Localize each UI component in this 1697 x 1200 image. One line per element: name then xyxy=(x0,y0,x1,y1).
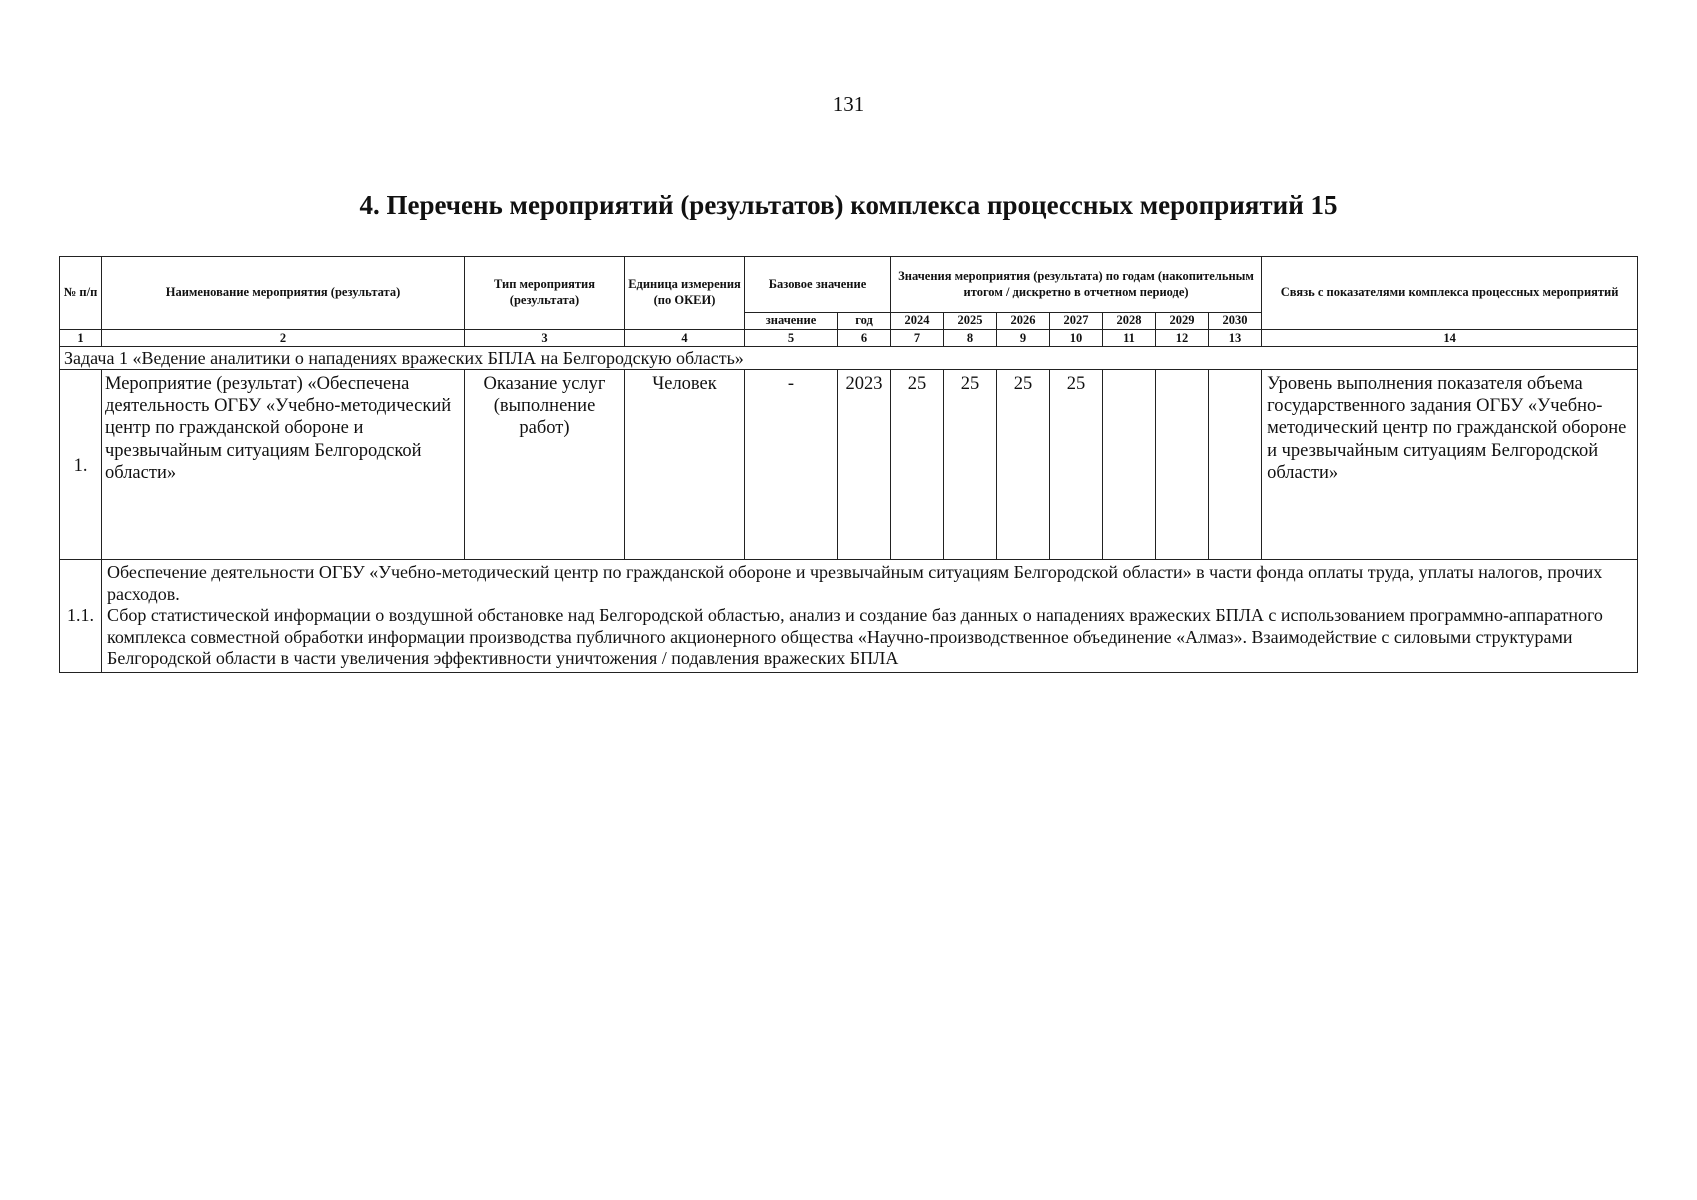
header-base: Базовое значение xyxy=(745,257,891,313)
page-number: 131 xyxy=(832,92,865,116)
header-unit: Единица измерения (по ОКЕИ) xyxy=(625,257,745,330)
measure-value-2025: 25 xyxy=(944,370,997,560)
measure-type: Оказание услуг (выполнение работ) xyxy=(465,370,625,560)
detail-text xyxy=(102,560,1638,673)
column-number: 10 xyxy=(1050,330,1103,347)
measure-relation: Уровень выполнения показателя объема государственного задания ОГБУ «Учебно-методический центр по гражданской обороне и чрезвычайным ситуациям Белгородской области» xyxy=(1262,370,1638,560)
header-year: 2024 xyxy=(891,313,944,330)
measure-base-value: - xyxy=(745,370,838,560)
header-num: № п/п xyxy=(60,257,102,330)
detail-text-line: Обеспечение деятельности ОГБУ «Учебно-методический центр по гражданской обороне и чрезвычайным ситуациям Белгородской области» в части фонда оплаты труда, уплаты налогов, прочих расходов. xyxy=(107,562,1603,604)
detail-num: 1.1. xyxy=(60,560,102,673)
header-year: 2027 xyxy=(1050,313,1103,330)
column-number: 13 xyxy=(1209,330,1262,347)
task-title: Задача 1 «Ведение аналитики о нападениях вражеских БПЛА на Белгородскую область» xyxy=(60,347,1638,370)
header-name: Наименование мероприятия (результата) xyxy=(102,257,465,330)
column-number: 7 xyxy=(891,330,944,347)
measures-table xyxy=(59,256,1638,673)
measure-value-2030 xyxy=(1209,370,1262,560)
header-years-group: Значения мероприятия (результата) по годам (накопительным итогом / дискретно в отчетном периоде) xyxy=(891,257,1262,313)
measure-value-2028 xyxy=(1103,370,1156,560)
column-number: 2 xyxy=(102,330,465,347)
measure-value-2024: 25 xyxy=(891,370,944,560)
column-number: 3 xyxy=(465,330,625,347)
task-row xyxy=(60,347,1638,370)
column-number: 8 xyxy=(944,330,997,347)
measure-row xyxy=(60,370,1638,560)
column-number: 14 xyxy=(1262,330,1638,347)
header-year: 2030 xyxy=(1209,313,1262,330)
detail-text-line: Сбор статистической информации о воздушной обстановке над Белгородской областью, анализ и создание баз данных о нападениях вражеских БПЛА с использованием программно-аппаратного комплекса совместной обработки информации производства публичного акционерного общества «Научно-производственное объединение «Алмаз». Взаимодействие с силовыми структурами Белгородской области в части увеличения эффективности уничтожения / подавления вражеских БПЛА xyxy=(107,605,1603,669)
document-title: 4. Перечень мероприятий (результатов) комплекса процессных мероприятий 15 xyxy=(359,190,1338,220)
header-relation: Связь с показателями комплекса процессных мероприятий xyxy=(1262,257,1638,330)
measure-base-year: 2023 xyxy=(838,370,891,560)
measure-name: Мероприятие (результат) «Обеспечена деятельность ОГБУ «Учебно-методический центр по гражданской обороне и чрезвычайным ситуациям Белгородской области» xyxy=(102,370,465,560)
header-year: 2029 xyxy=(1156,313,1209,330)
column-number: 5 xyxy=(745,330,838,347)
measure-num: 1. xyxy=(60,370,102,560)
measure-value-2026: 25 xyxy=(997,370,1050,560)
measure-value-2029 xyxy=(1156,370,1209,560)
column-number: 11 xyxy=(1103,330,1156,347)
column-number: 9 xyxy=(997,330,1050,347)
measure-value-2027: 25 xyxy=(1050,370,1103,560)
detail-row xyxy=(60,560,1638,673)
header-type: Тип мероприятия (результата) xyxy=(465,257,625,330)
measure-unit: Человек xyxy=(625,370,745,560)
column-number: 4 xyxy=(625,330,745,347)
column-number: 6 xyxy=(838,330,891,347)
header-year: 2026 xyxy=(997,313,1050,330)
header-year: 2025 xyxy=(944,313,997,330)
column-number: 12 xyxy=(1156,330,1209,347)
column-number-row xyxy=(60,330,1638,347)
column-number: 1 xyxy=(60,330,102,347)
header-base-value: значение xyxy=(745,313,838,330)
header-base-year: год xyxy=(838,313,891,330)
header-year: 2028 xyxy=(1103,313,1156,330)
